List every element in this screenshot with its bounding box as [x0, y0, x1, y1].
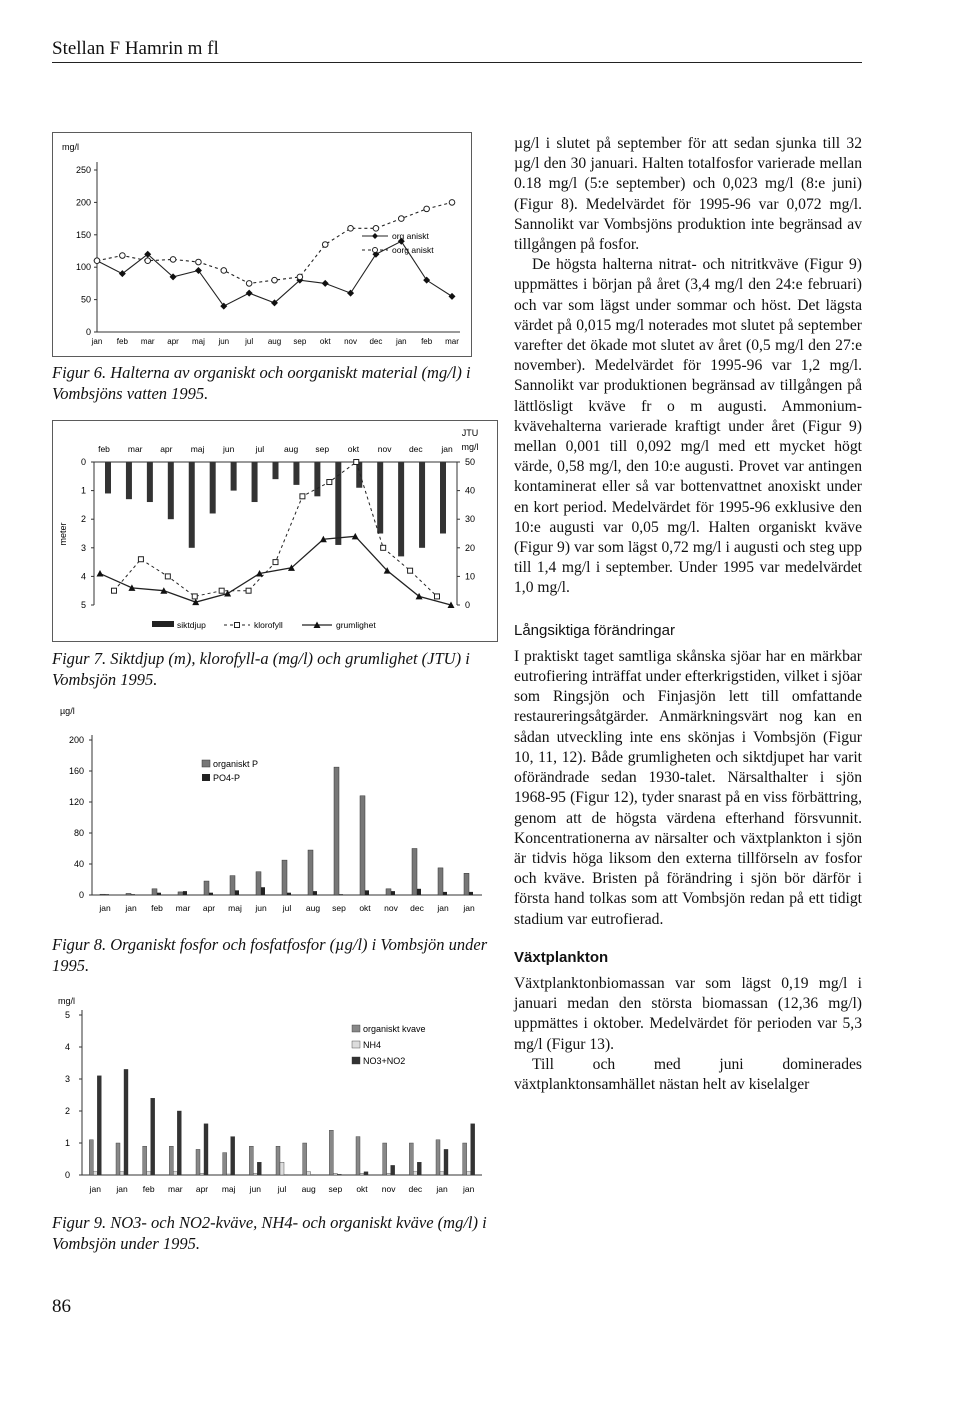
figure-9-bar	[471, 1124, 475, 1175]
figure-9-bar	[391, 1165, 395, 1175]
header-rule	[52, 62, 862, 63]
figure-9-x-tick-label: maj	[221, 1184, 236, 1194]
figure-8-bar-organiskt-p	[412, 849, 417, 896]
figure-7-grumlighet-point	[97, 570, 104, 577]
figure-8-y-tick-label: 160	[68, 766, 84, 776]
figure-6-point	[221, 268, 227, 274]
figure-9-bar	[143, 1146, 147, 1175]
figure-7-left-tick-label: 2	[80, 514, 86, 525]
figure-8-x-tick-label: jan	[463, 903, 475, 913]
figure-8-x-tick-label: jan	[125, 903, 137, 913]
body-text-column	[514, 134, 862, 1095]
figure-7-siktdjup-bar	[189, 462, 195, 548]
figure-7-siktdjup-bar	[314, 462, 320, 496]
figure-9-bar	[409, 1143, 413, 1175]
figure-8-unit: µg/l	[60, 706, 75, 716]
figure-9-x-tick-label: feb	[142, 1184, 155, 1194]
figure-6-x-tick-label: sep	[293, 337, 307, 346]
figure-7-left-tick-label: 1	[80, 485, 86, 496]
figure-8-bar-po4-p	[209, 893, 213, 895]
figure-7-siktdjup-bar	[419, 462, 425, 548]
figure-7-siktdjup-bar	[356, 462, 362, 488]
figure-9-bar	[151, 1098, 155, 1175]
figure-7-month-label: feb	[98, 444, 110, 454]
figure-7-grumlighet-point	[224, 590, 231, 597]
figure-9-x-tick-label: dec	[408, 1184, 423, 1194]
figure-7-siktdjup-bar	[105, 462, 111, 493]
figure-9-x-tick-label: mar	[168, 1184, 183, 1194]
figure-6-legend-label: org aniskt	[392, 231, 429, 241]
figure-9-bar	[253, 1173, 257, 1175]
figure-7-month-label: apr	[160, 444, 173, 454]
figure-7-month-label: jun	[223, 444, 235, 454]
heading-long-term-changes: Långsiktiga förändringar	[514, 621, 675, 639]
figure-8-bar-organiskt-p	[256, 872, 261, 895]
figure-9-unit: mg/l	[58, 996, 76, 1006]
figure-7-klorofyll-point	[112, 588, 117, 593]
figure-9-bar	[280, 1162, 284, 1175]
figure-7-chart	[52, 420, 498, 642]
figure-9-y-tick-label: 4	[64, 1042, 70, 1052]
figure-7-right-tick-label: 10	[465, 571, 476, 582]
page-number: 86	[52, 1296, 71, 1317]
figure-7-right-tick-label: 0	[465, 600, 471, 610]
paragraph-phytoplankton-biomass: Växtplanktonbiomassan var som lägst 0,19 mg/l i januari medan den största biomassan (12,36 mg/l) uppmättes i oktober. Medelvärdet för perioden var 5,3 mg/l (Figur 13).	[514, 974, 862, 1053]
figure-9-x-tick-label: jan	[116, 1184, 128, 1194]
figure-6-y-tick-label: 0	[85, 327, 91, 337]
figure-8-bar-po4-p	[339, 894, 343, 895]
figure-7	[52, 420, 498, 642]
figure-6-point	[449, 293, 456, 300]
figure-6-point	[272, 277, 278, 283]
figure-9-x-tick-label: jan	[436, 1184, 448, 1194]
figure-6-point	[373, 226, 379, 232]
figure-8-bar-organiskt-p	[100, 894, 105, 895]
figure-7-siktdjup-bar	[231, 462, 237, 491]
figure-7-klorofyll-point	[165, 574, 170, 579]
figure-7-siktdjup-bar	[252, 462, 258, 502]
figure-7-legend-siktdjup-swatch	[152, 621, 174, 627]
figure-8-x-tick-label: jan	[437, 903, 449, 913]
figure-9-bar	[360, 1173, 364, 1175]
figure-8-bar-po4-p	[469, 892, 473, 895]
figure-6-x-tick-label: nov	[344, 337, 358, 346]
figure-6-y-tick-label: 150	[75, 229, 91, 240]
figure-8-x-tick-label: feb	[151, 903, 163, 913]
figure-6-point	[424, 206, 430, 212]
figure-7-siktdjup-bar	[168, 462, 174, 519]
figure-9-x-tick-label: nov	[381, 1184, 396, 1194]
figure-7-right-tick-label: 30	[465, 514, 476, 525]
figure-6-y-tick-label: 50	[80, 294, 91, 305]
figure-7-left-tick-label: 4	[80, 571, 86, 582]
figure-7-klorofyll-point	[327, 480, 332, 485]
figure-7-month-label: jan	[441, 444, 453, 454]
figure-9-bar	[120, 1172, 124, 1175]
figure-7-klorofyll-point	[138, 557, 143, 562]
figure-9-bar	[356, 1137, 360, 1175]
figure-7-klorofyll-point	[246, 588, 251, 593]
running-header: Stellan F Hamrin m fl	[52, 38, 219, 59]
figure-9-x-tick-label: aug	[301, 1184, 316, 1194]
figure-7-klorofyll-point	[381, 545, 386, 550]
figure-9-caption: Figur 9. NO3- och NO2-kväve, NH4- och organiskt kväve (mg/l) i Vombsjön under 1995.	[52, 1213, 487, 1253]
figure-7-right-unit-bottom: mg/l	[461, 442, 479, 452]
figure-8-bar-organiskt-p	[438, 868, 443, 895]
figure-7-klorofyll-point	[192, 594, 197, 599]
figure-7-month-label: aug	[283, 444, 299, 454]
figure-6-x-tick-label: mar	[140, 337, 155, 346]
figure-6-point	[120, 253, 126, 259]
figure-6-point	[322, 242, 328, 248]
figure-9-bar	[231, 1137, 235, 1175]
figure-7-month-label: okt	[347, 444, 360, 454]
figure-7-legend-klorofyll: klorofyll	[254, 620, 283, 630]
figure-8-bar-organiskt-p	[464, 873, 469, 895]
figure-6-chart	[52, 132, 472, 357]
figure-6-point	[423, 277, 430, 284]
figure-9-bar	[116, 1143, 120, 1175]
figure-9-bar	[257, 1162, 261, 1175]
figure-8-bar-organiskt-p	[386, 889, 391, 895]
figure-7-klorofyll-point	[300, 494, 305, 499]
figure-6-x-tick-label: feb	[421, 337, 433, 346]
paragraph-long-term: I praktiskt taget samtliga skånska sjöar har en märkbar eutrofiering inträffat under efterkrigstiden, vilket i sjöar som Ringsjön och Finjasjön lett till omfattande restaureringsåtgärder. Anmärkningsvärt nog kan en sådan utveckling inte ens skönjas i Vombsjön (Figur 10, 11, 12). Både grumligheten och siktdjupet har varit oförändrade sedan 1930-talet. Närsalthalter i sjön 1968-95 (Figur 12), tyder snarast på en viss förbättring, genom att de högsta värdena efterhand försvunnit. Koncentrationerna av närsalter och växtplankton i sjön är tidvis höga liksom den externa tillförseln av fosfor och kväve. Bristen på förändring i sjön bör därför i första hand tolkas som att Vombsjön redan på ett tidigt stadium var eutrofierad.	[514, 647, 862, 928]
figure-6-x-tick-label: apr	[167, 337, 179, 346]
figure-7-siktdjup-bar	[377, 462, 383, 534]
figure-6-y-tick-label: 100	[75, 262, 91, 273]
figure-8-bar-organiskt-p	[230, 876, 235, 895]
figure-7-caption: Figur 7. Siktdjup (m), klorofyll-a (mg/l) och grumlighet (JTU) i Vombsjön 1995.	[52, 649, 470, 689]
figure-6-x-tick-label: dec	[369, 337, 383, 346]
figure-9-bar	[413, 1172, 417, 1175]
figure-8-bar-po4-p	[417, 889, 421, 895]
figure-9-bar	[204, 1124, 208, 1175]
figure-7-klorofyll-point	[408, 568, 413, 573]
figure-8-y-tick-label: 200	[68, 735, 84, 745]
figure-6-point	[246, 290, 253, 297]
figure-9-bar	[307, 1172, 311, 1175]
figure-7-siktdjup-bar	[126, 462, 132, 499]
figure-9-bar	[93, 1172, 97, 1175]
figure-6-point	[170, 257, 176, 263]
figure-9-bar	[276, 1146, 280, 1175]
figure-6-point	[195, 267, 202, 274]
figure-9-x-tick-label: okt	[356, 1184, 368, 1194]
figure-8-bar-organiskt-p	[152, 889, 157, 895]
figure-8-y-tick-label: 40	[73, 859, 84, 869]
figure-8-x-tick-label: jan	[99, 903, 111, 913]
figure-6-point	[348, 226, 354, 232]
figure-7-siktdjup-bar	[440, 462, 446, 534]
figure-6-point	[220, 303, 227, 310]
figure-8-bar-organiskt-p	[178, 892, 183, 895]
figure-9-legend-nh4-swatch	[352, 1041, 360, 1048]
figure-9-bar	[169, 1146, 173, 1175]
figure-6-x-tick-label: maj	[191, 337, 205, 346]
figure-9-bar	[444, 1149, 448, 1175]
figure-8-bar-organiskt-p	[334, 767, 339, 895]
figure-6-point	[145, 258, 151, 264]
figure-8-y-tick-label: 120	[68, 797, 84, 807]
figure-6-point	[322, 280, 329, 287]
figure-7-month-label: nov	[377, 444, 392, 454]
figure-6-x-tick-label: feb	[116, 337, 128, 346]
figure-7-left-tick-label: 0	[80, 457, 86, 467]
figure-9-y-tick-label: 0	[64, 1170, 70, 1180]
figure-9	[52, 990, 498, 1205]
figure-7-month-label: maj	[190, 444, 205, 454]
figure-8-legend-po4-p: PO4-P	[213, 773, 241, 783]
figure-8-x-tick-label: mar	[175, 903, 191, 913]
figure-9-x-tick-label: jul	[277, 1184, 287, 1194]
figure-8-bar-po4-p	[443, 892, 447, 895]
figure-9-bar	[364, 1172, 368, 1175]
figure-8-chart	[52, 700, 498, 928]
figure-8-x-tick-label: dec	[410, 903, 424, 913]
figure-7-left-tick-label: 5	[80, 600, 86, 610]
paragraph-phytoplankton-community: Till och med juni dominerades växtplanktonsamhället nästan helt av kiselalger	[514, 1055, 862, 1093]
figure-8-bar-po4-p	[105, 894, 109, 895]
figure-9-bar	[223, 1153, 227, 1175]
figure-9-bar	[329, 1130, 333, 1175]
figure-9-bar	[177, 1111, 181, 1175]
figure-7-right-unit-top: JTU	[461, 428, 479, 438]
figure-9-bar	[147, 1172, 151, 1175]
figure-8-bar-organiskt-p	[360, 796, 365, 895]
figure-8-bar-organiskt-p	[282, 860, 287, 895]
figure-6	[52, 132, 472, 357]
figure-6-legend-label: oorg aniskt	[392, 245, 434, 255]
figure-8-legend-organiskt-p: organiskt P	[213, 759, 259, 769]
figure-6-x-tick-label: okt	[319, 337, 331, 346]
figure-9-bar	[303, 1143, 307, 1175]
figure-7-right-tick-label: 50	[465, 457, 476, 467]
figure-9-y-tick-label: 5	[64, 1010, 70, 1020]
figure-7-month-label: jul	[255, 444, 265, 454]
figure-9-bar	[173, 1172, 177, 1175]
figure-6-point	[398, 216, 404, 222]
figure-8-legend-po4-p-swatch	[202, 774, 210, 781]
figure-7-legend-klorofyll-marker	[235, 623, 240, 628]
figure-7-siktdjup-bar	[210, 462, 216, 513]
figure-6-y-tick-label: 250	[75, 165, 91, 175]
figure-9-y-tick-label: 3	[64, 1074, 70, 1084]
figure-9-bar	[249, 1146, 253, 1175]
figure-7-left-tick-label: 3	[80, 542, 86, 553]
figure-8-x-tick-label: nov	[384, 903, 398, 913]
figure-7-right-tick-label: 40	[465, 485, 476, 496]
figure-9-bar	[89, 1140, 93, 1175]
figure-6-point	[196, 259, 202, 265]
figure-9-bar	[196, 1149, 200, 1175]
figure-8-bar-po4-p	[235, 890, 239, 895]
figure-9-x-tick-label: jan	[462, 1184, 475, 1194]
figure-9-bar	[200, 1173, 204, 1175]
figure-6-x-tick-label: jan	[91, 337, 103, 346]
figure-9-legend-organiskt-kvave: organiskt kvave	[363, 1024, 426, 1034]
figure-7-left-unit: meter	[58, 522, 68, 546]
figure-9-bar	[227, 1174, 231, 1175]
figure-6-caption: Figur 6. Halterna av organiskt och oorganiskt material (mg/l) i Vombsjöns vatten 1995.	[52, 363, 471, 403]
figure-8-y-tick-label: 80	[73, 828, 84, 838]
figure-8-bar-po4-p	[183, 891, 187, 895]
figure-9-bar	[417, 1162, 421, 1175]
figure-7-klorofyll-point	[273, 560, 278, 565]
figure-9-bar	[124, 1069, 128, 1175]
figure-8	[52, 700, 498, 928]
figure-6-point	[297, 274, 303, 280]
figure-7-month-label: mar	[127, 444, 143, 454]
figure-9-y-tick-label: 2	[64, 1106, 70, 1116]
figure-6-y-tick-label: 200	[75, 197, 91, 208]
figure-9-legend-nh4: NH4	[363, 1040, 382, 1050]
figure-9-x-tick-label: apr	[195, 1184, 209, 1194]
figure-9-bar	[97, 1076, 101, 1175]
figure-9-bar	[387, 1173, 391, 1175]
figure-9-x-tick-label: jun	[249, 1184, 262, 1194]
paragraph-nitrogen: De högsta halterna nitrat- och nitritkväve (Figur 9) uppmättes i början på året (3,4 mg/l den 24:e februari) och var som lägst under sommar och höst. Det lägsta värdet på 0,015 mg/l noterades mot slutet på september varefter det ökade mot slutet av året (0,5 mg/l den 27:e november). Medelvärdet för 1995-96 var 1,2 mg/l. Sannolikt var produktionen begränsad av tillgången på lättlösligt kväve fr o m augusti. Ammonium-kvävehalterna varierade kraftigt under året (Figur 9) mellan 0,001 till 0,092 mg/l med ett mycket högt värde, 0,58 mg/l, den 10:e augusti. Provet var antingen kontaminerat eller så var bottenvattnet anoxiskt under en kort period. Medelvärdet för 1995-96 exklusive den 10:e augusti var 0,05 mg/l. Halten organiskt kväve (Figur 9) var som lägst 0,72 mg/l i augusti och steg upp till 1,4 mg/l i september. Under 1995 var medelvärdet 1,0 mg/l.	[514, 256, 862, 597]
figure-7-klorofyll-point	[354, 460, 359, 465]
figure-9-bar	[333, 1173, 337, 1175]
figure-8-y-tick-label: 0	[78, 890, 84, 900]
figure-6-x-tick-label: jan	[395, 337, 407, 346]
figure-7-klorofyll-point	[435, 594, 440, 599]
figure-9-bar	[436, 1140, 440, 1175]
figure-8-bar-po4-p	[287, 893, 291, 895]
figure-9-bar	[337, 1174, 341, 1175]
figure-9-x-tick-label: sep	[328, 1184, 343, 1194]
figure-7-right-tick-label: 20	[465, 542, 476, 553]
figure-8-x-tick-label: maj	[228, 903, 242, 913]
figure-8-bar-po4-p	[261, 887, 265, 895]
figure-8-bar-organiskt-p	[204, 881, 209, 895]
figure-8-bar-po4-p	[365, 890, 369, 895]
figure-7-klorofyll-line	[114, 462, 437, 596]
figure-7-siktdjup-bar	[273, 462, 279, 479]
figure-9-bar	[463, 1143, 467, 1175]
figure-8-bar-organiskt-p	[308, 850, 313, 895]
figure-6-unit: mg/l	[62, 142, 80, 152]
figure-7-legend-siktdjup: siktdjup	[177, 620, 206, 630]
figure-8-x-tick-label: okt	[359, 903, 371, 913]
figure-9-bar	[440, 1172, 444, 1175]
figure-6-legend-marker	[372, 233, 378, 239]
figure-9-x-tick-label: jan	[89, 1184, 102, 1194]
figure-7-siktdjup-bar	[293, 462, 299, 485]
figure-9-bar	[467, 1172, 471, 1175]
figure-8-x-tick-label: aug	[305, 903, 321, 913]
heading-phytoplankton: Växtplankton	[514, 948, 609, 966]
figure-8-legend-organiskt-p-swatch	[202, 760, 210, 767]
figure-9-legend-organiskt-kvave-swatch	[352, 1025, 360, 1032]
figure-8-bar-po4-p	[313, 891, 317, 895]
paragraph-phosphorus: µg/l i slutet på september för att sedan sjunka till 32 µg/l den 30 januari. Halten totalfosfor varierade mellan 0.18 mg/l (5:e september) och 0,023 mg/l (8:e juni) (Figur 8). Medelvärdet för 1995-96 var 0,072 mg/l. Sannolikt var Vombsjöns produktion inte begränsad av tillgången på fosfor.	[514, 135, 862, 254]
figure-6-point	[246, 281, 252, 287]
figure-7-klorofyll-point	[219, 588, 224, 593]
figure-8-x-tick-label: sep	[332, 903, 346, 913]
figure-7-siktdjup-bar	[398, 462, 404, 556]
figure-6-legend-marker	[373, 248, 378, 253]
figure-6-x-tick-label: jul	[245, 337, 254, 346]
figure-7-siktdjup-bar	[147, 462, 153, 502]
figure-8-bar-po4-p	[391, 891, 395, 895]
figure-9-y-tick-label: 1	[64, 1138, 70, 1148]
figure-7-month-label: sep	[315, 444, 330, 454]
figure-9-chart	[52, 990, 498, 1205]
figure-8-bar-organiskt-p	[126, 893, 131, 895]
figure-9-legend-no3-no2-swatch	[352, 1057, 360, 1064]
figure-7-month-label: dec	[408, 444, 423, 454]
figure-6-point	[347, 290, 354, 297]
figure-7-legend-grumlighet: grumlighet	[336, 620, 376, 630]
figure-8-bar-po4-p	[157, 893, 161, 895]
figure-6-point	[94, 258, 100, 264]
figure-7-frame	[53, 421, 498, 642]
figure-8-x-tick-label: jul	[282, 903, 292, 913]
figure-9-bar	[383, 1143, 387, 1175]
figure-8-x-tick-label: apr	[202, 903, 216, 913]
figure-6-point	[449, 200, 455, 206]
figure-6-x-tick-label: mar	[445, 337, 459, 346]
figure-8-caption: Figur 8. Organiskt fosfor och fosfatfosfor (µg/l) i Vombsjön under 1995.	[52, 935, 488, 975]
figure-6-x-tick-label: aug	[267, 337, 282, 346]
figure-7-siktdjup-bar	[335, 462, 341, 545]
figure-9-legend-no3-no2: NO3+NO2	[363, 1056, 406, 1066]
figure-8-bar-po4-p	[131, 894, 135, 895]
figure-6-x-tick-label: jun	[218, 337, 230, 346]
figure-8-x-tick-label: jun	[255, 903, 267, 913]
